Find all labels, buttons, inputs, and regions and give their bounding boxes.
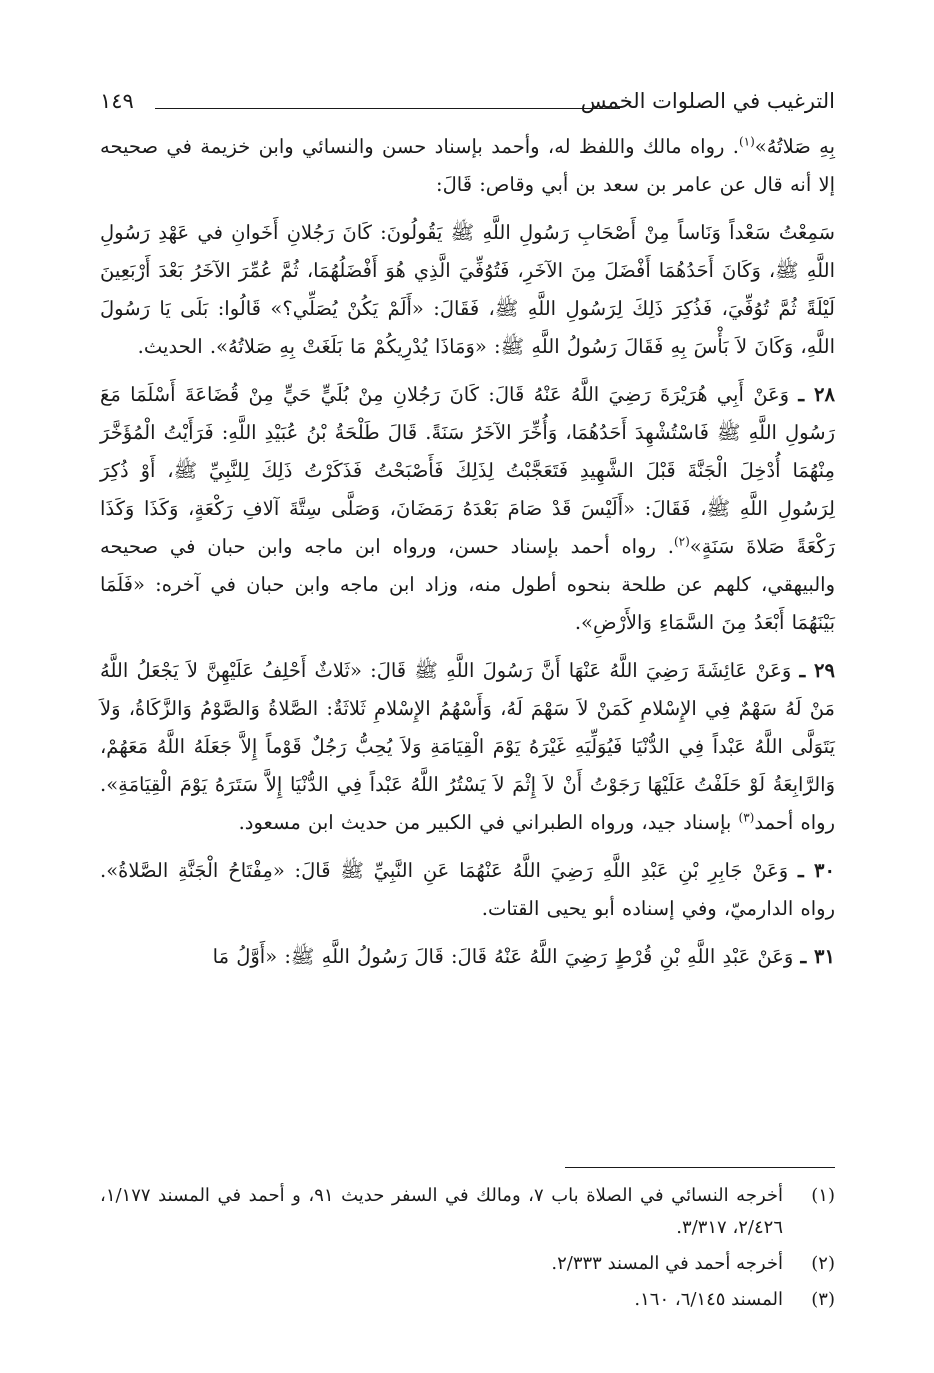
footnote-3	[100, 1284, 835, 1316]
paragraph-text: سَمِعْتُ سَعْداً وَنَاساً مِنْ أَصْحَابِ رَسُولِ اللَّهِ ﷺ يَقُولُونَ: كَانَ رَجُلانِ أَخَوانِ في عَهْدِ رَسُولِ اللَّهِ ﷺ، وَكَانَ أَحَدُهُمَا أَفْضَلَ مِنَ الآخَرِ، فَتُوُفِّيَ الَّذِي هُوَ أَفْضَلُهُمَا، ثُمَّ عُمِّرَ الآخَرُ بَعْدَ أَرْبَعِينَ لَيْلَةً ثُمَّ تُوُفِّيَ، فَذُكِرَ ذَلِكَ لِرَسُولِ اللَّهِ ﷺ، فَقَالَ: «أَلَمْ يَكُنْ يُصَلِّي؟» قَالُوا: بَلَى يَا رَسُولَ اللَّهِ، وَكَانَ لاَ بَأْسَ بِهِ فَقَالَ رَسُولُ اللَّهِ ﷺ: «وَمَاذَا يُدْرِيكُمْ مَا بَلَغَتْ بِهِ صَلاتُهُ». الحديث.	[100, 221, 835, 358]
footnote-marker: (٢)	[811, 1253, 835, 1274]
book-page	[100, 80, 835, 1340]
footnotes	[100, 1180, 835, 1320]
footnote-2	[100, 1248, 835, 1280]
footnote-ref-1: (١)	[738, 134, 755, 149]
footnote-ref-2: (٢)	[673, 534, 690, 549]
paragraph-text: وَعَنْ عَائِشَةَ رَضِيَ اللَّهُ عَنْهَا أَنَّ رَسُولَ اللَّهِ ﷺ قَالَ: «ثَلاثٌ أَحْلِفُ عَلَيْهِنَّ لاَ يَجْعَلُ اللَّهُ مَنْ لَهُ سَهْمٌ فِي الإِسْلامِ كَمَنْ لاَ سَهْمَ لَهُ، وَأَسْهُمُ الإِسْلامِ ثَلاثَةٌ: الصَّلاةُ وَالصَّوْمُ وَالزَّكَاةُ، وَلاَ يَتَوَلَّى اللَّهُ عَبْداً فِي الدُّنْيَا فَيُوَلِّيَهِ غَيْرَهُ يَوْمَ الْقِيَامَةِ وَلاَ يُحِبُّ رَجُلٌ قَوْماً إِلاَّ جَعَلَهُ اللَّهُ مَعَهُمْ، وَالرَّابِعَةُ لَوْ حَلَفْتُ عَلَيْهَا رَجَوْتُ أَنْ لاَ إِثْمَ لاَ يَسْتُرُ اللَّهُ عَبْداً فِي الدُّنْيَا إِلاَّ سَتَرَهُ يَوْمَ الْقِيَامَةِ». رواه أحمد	[100, 659, 835, 834]
hadith-number: ٣١ ـ	[800, 945, 835, 968]
hadith-31	[100, 938, 835, 976]
hadith-number: ٣٠ ـ	[797, 859, 835, 882]
hadith-30	[100, 852, 835, 928]
paragraph-text: وَعَنْ عَبْدِ اللَّهِ بْنِ قُرْطٍ رَضِيَ اللَّهُ عَنْهُ قَالَ: قَالَ رَسُولُ اللَّهِ ﷺ: «أَوَّلُ مَا	[212, 945, 794, 968]
paragraph-text: . رواه مالك واللفظ له، وأحمد بإسناد حسن والنسائي وابن خزيمة في صحيحه إلا أنه قال عن عامر بن سعد بن أبي وقاص: قَالَ:	[100, 135, 835, 196]
footnote-marker: (٣)	[811, 1289, 835, 1310]
footnote-1	[100, 1180, 835, 1244]
header-rule	[155, 108, 620, 109]
paragraph-text: بِهِ صَلاتُهُ»	[754, 135, 835, 158]
paragraph-text: وَعَنْ أَبِي هُرَيْرَةَ رَضِيَ اللَّهُ عَنْهُ قَالَ: كَانَ رَجُلانِ مِنْ بُلَيٍّ حَيٍّ مِنْ قُضَاعَةَ أَسْلَمَا مَعَ رَسُولِ اللَّهِ ﷺ فَاسْتُشْهِدَ أَحَدُهُمَا، وَأُخِّرَ الآخَرُ سَنَةً. قَالَ طَلْحَةُ بْنُ عُبَيْدِ اللَّهِ: فَرَأَيْتُ الْمُؤَخَّرَ مِنْهُمَا أُدْخِلَ الْجَنَّةَ قَبْلَ الشَّهِيدِ فَتَعَجَّبْتُ لِذَلِكَ فَأَصْبَحْتُ فَذَكَرْتُ ذَلِكَ لِلنَّبِيِّ ﷺ، أَوْ ذُكِرَ لِرَسُولِ اللَّهِ ﷺ، فَقَالَ: «أَلَيْسَ قَدْ صَامَ بَعْدَهُ رَمَضَانَ، وَصَلَّى سِتَّةَ آلافِ رَكْعَةٍ، وَكَذَا وَكَذَا رَكْعَةً صَلاةَ سَنَةٍ»	[100, 383, 835, 558]
hadith-28	[100, 376, 835, 642]
paragraph-text: وَعَنْ جَابِرِ بْنِ عَبْدِ اللَّهِ رَضِيَ اللَّهُ عَنْهُمَا عَنِ النَّبِيِّ ﷺ قَالَ: «مِفْتَاحُ الْجَنَّةِ الصَّلاةُ». رواه الدارميّ، وفي إسناده أبو يحيى القتات.	[100, 859, 835, 920]
hadith-number: ٢٩ ـ	[799, 659, 835, 682]
body-text	[100, 128, 835, 976]
paragraph-text: . رواه أحمد بإسناد حسن، ورواه ابن ماجه وابن حبان في صحيحه والبيهقي، كلهم عن طلحة بنحوه أطول منه، وزاد ابن ماجه وابن حبان في آخره: «فَلَمَا بَيْنَهُمَا أَبْعَدُ مِنَ السَّمَاءِ وَالأَرْضِ».	[100, 535, 835, 634]
footnote-text: أخرجه أحمد في المسند ٢/٣٣٣.	[551, 1253, 783, 1274]
footnote-separator	[565, 1167, 835, 1168]
footnote-text: أخرجه النسائي في الصلاة باب ٧، ومالك في السفر حديث ٩١، و أحمد في المسند ١/١٧٧، ٢/٤٢٦، ٣/٣١٧.	[100, 1185, 784, 1238]
footnote-marker: (١)	[811, 1185, 835, 1206]
paragraph-text: بإسناد جيد، ورواه الطبراني في الكبير من حديث ابن مسعود.	[238, 811, 739, 834]
footnote-text: المسند ٦/١٤٥، ١٦٠.	[634, 1289, 783, 1310]
running-header	[100, 80, 835, 120]
page-number: ١٤٩	[100, 89, 134, 113]
footnote-ref-3: (٣)	[738, 810, 755, 825]
header-title: الترغيب في الصلوات الخمس	[580, 89, 835, 113]
hadith-number: ٢٨ ـ	[798, 383, 835, 406]
paragraph-2	[100, 214, 835, 366]
hadith-29	[100, 652, 835, 842]
paragraph-1	[100, 128, 835, 204]
